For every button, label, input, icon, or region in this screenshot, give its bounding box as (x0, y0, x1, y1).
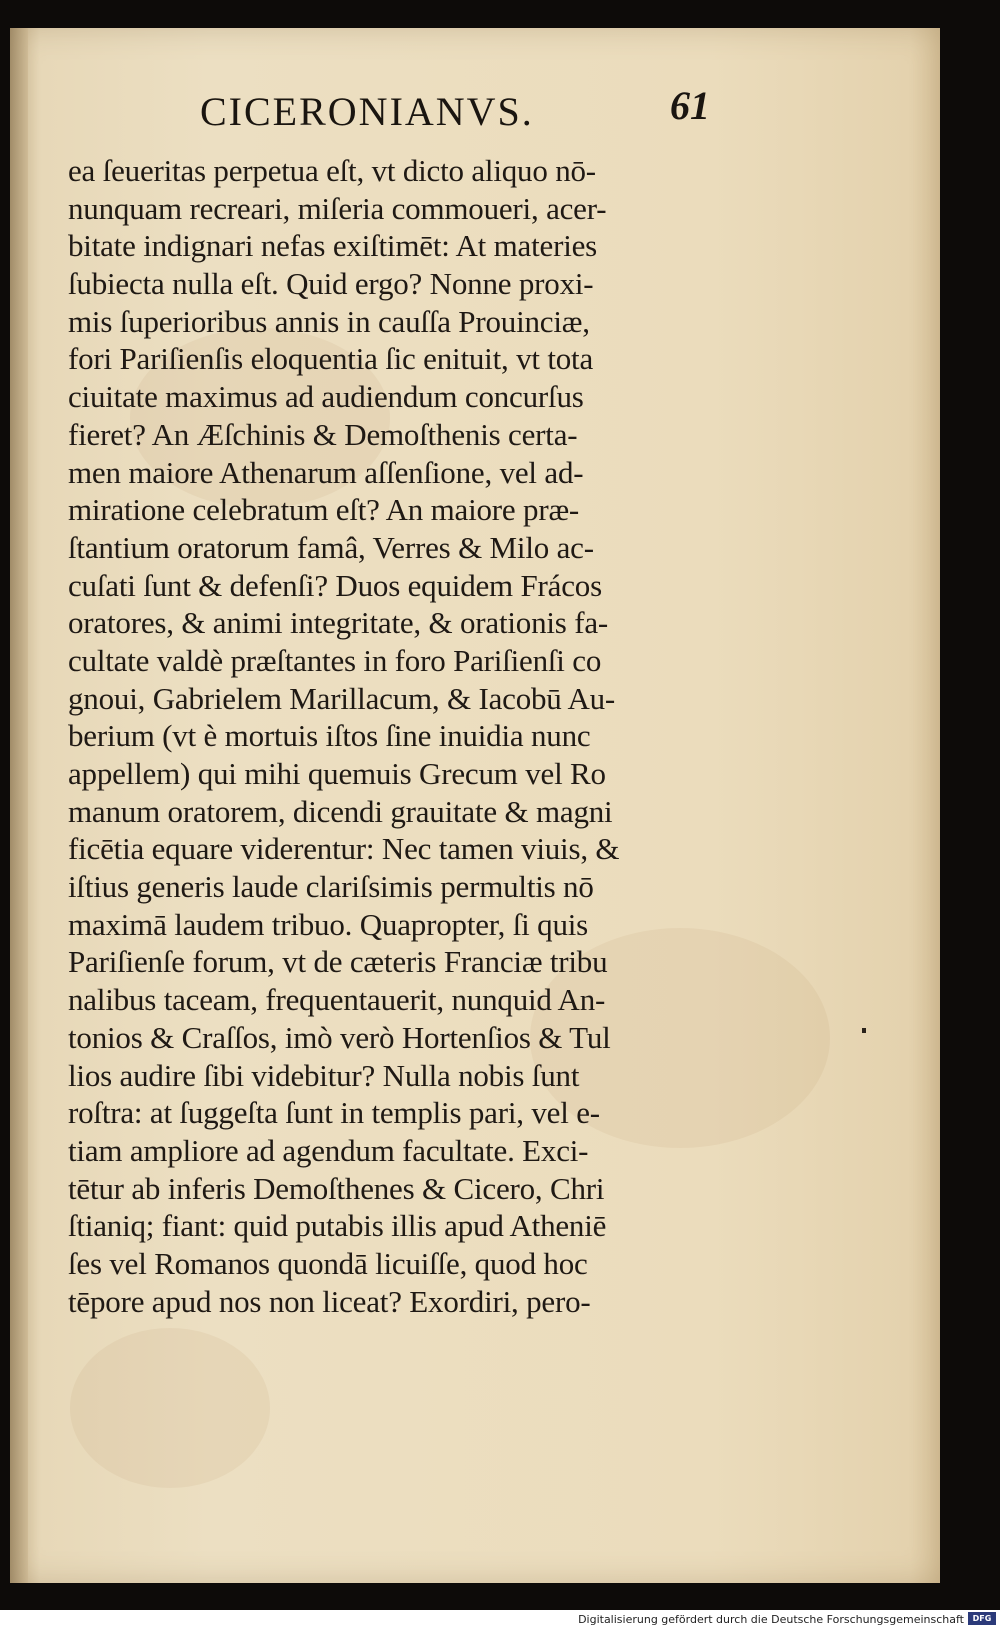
text-line: men maiore Athenarum aſſenſione, vel ad- (68, 454, 584, 490)
text-line: nalibus taceam, frequentauerit, nunquid An- (68, 982, 606, 1018)
dfg-logo: DFG (968, 1612, 996, 1625)
text-line: appellem) qui mihi quemuis Grecum vel Ro (68, 756, 606, 791)
text-line: tonios & Craſſos, imò verò Hortenſios & Tul (68, 1019, 611, 1055)
text-line: gnoui, Gabrielem Marillacum, & Iacobū Au- (68, 680, 616, 716)
text-line: miratione celebratum eſt? An maiore præ- (68, 492, 580, 528)
text-line: tētur ab inferis Demoſthenes & Cicero, Chri (68, 1170, 605, 1206)
text-line: fieret? An Æſchinis & Demoſthenis certa- (68, 416, 578, 452)
paper-stain (70, 1328, 270, 1488)
text-line: tiam ampliore ad agendum facultate. Exci- (68, 1132, 589, 1168)
ink-speck (862, 1028, 866, 1033)
text-line: ea ſeueritas perpetua eſt, vt dicto aliquo nō- (68, 153, 596, 188)
text-line: manum oratorem, dicendi grauitate & magni (68, 793, 613, 829)
text-line: cuſati ſunt & defenſi? Duos equidem Frácos (68, 567, 602, 603)
text-line: berium (vt è mortuis iſtos ſine inuidia nunc (68, 718, 591, 754)
text-line: Pariſienſe forum, vt de cæteris Franciæ tribu (68, 944, 608, 980)
text-line: ciuitate maximus ad audiendum concurſus (68, 379, 584, 415)
body-text (68, 152, 708, 1320)
text-line: iſtius generis laude clariſsimis permultis nō (68, 869, 594, 905)
running-head (190, 80, 710, 140)
text-line: bitate indignari nefas exiſtimēt: At materies (68, 228, 598, 264)
text-line: ſubiecta nulla eſt. Quid ergo? Nonne proxi- (68, 266, 594, 302)
text-line: oratores, & animi integritate, & orationis fa- (68, 605, 609, 641)
text-line: maximā laudem tribuo. Quapropter, ſi quis (68, 906, 589, 942)
text-line: ſtantium oratorum famâ, Verres & Milo ac- (68, 529, 594, 565)
text-line: mis ſuperioribus annis in cauſſa Prouinciæ, (68, 303, 590, 339)
text-line: ſtianiq; fiant: quid putabis illis apud Atheniē (68, 1208, 607, 1244)
text-line: fori Pariſienſis eloquentia ſic enituit, vt tota (68, 341, 594, 377)
text-line: cultate valdè præſtantes in foro Pariſienſi co (68, 642, 602, 678)
text-line: ſes vel Romanos quondā licuiſſe, quod hoc (68, 1245, 588, 1281)
text-line: roſtra: at ſuggeſta ſunt in templis pari, vel e- (68, 1095, 600, 1131)
text-line: ficētia equare viderentur: Nec tamen viuis, & (68, 831, 620, 867)
text-line: lios audire ſibi videbitur? Nulla nobis ſunt (68, 1057, 580, 1093)
footer-credit: Digitalisierung gefördert durch die Deutsche Forschungsgemeinschaft (578, 1613, 964, 1626)
running-title: CICERONIANVS. (200, 89, 534, 134)
folio-number: 61 (670, 83, 710, 128)
text-line: nunquam recreari, miſeria commoueri, acer- (68, 190, 607, 226)
text-line: tēpore apud nos non liceat? Exordiri, pero- (68, 1283, 591, 1319)
page-binding-edge (10, 28, 28, 1583)
